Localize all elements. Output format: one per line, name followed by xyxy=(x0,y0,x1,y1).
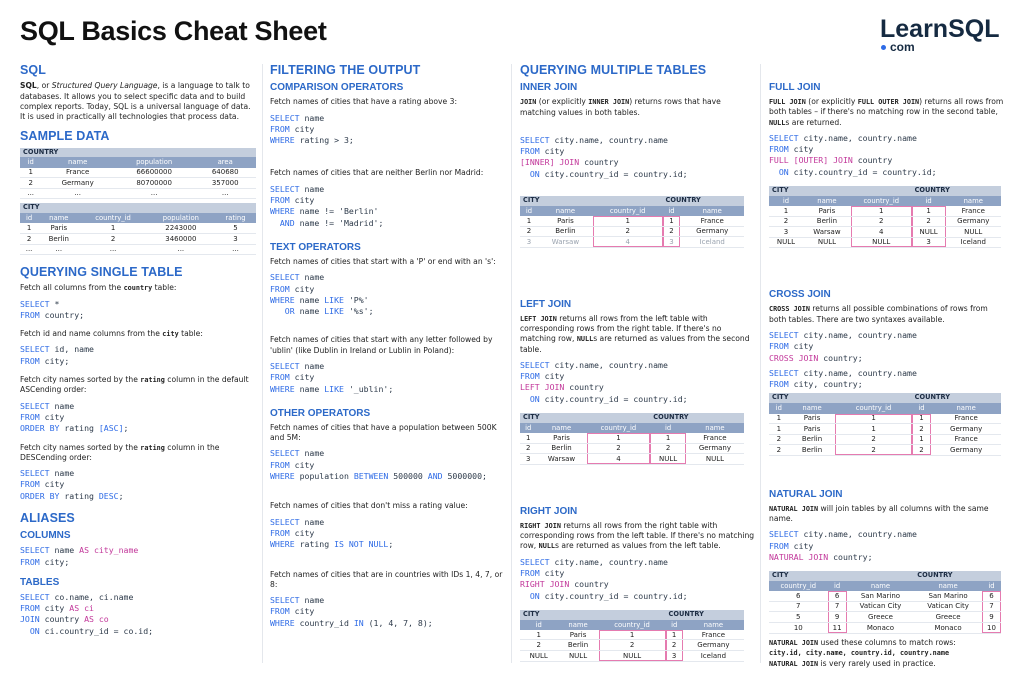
table-cell: 3460000 xyxy=(147,233,215,244)
table-label-row xyxy=(769,571,1001,581)
tables-subheading: TABLES xyxy=(20,576,60,588)
table-row xyxy=(769,414,1001,424)
table-cell: 3 xyxy=(769,227,803,238)
table-row xyxy=(769,612,1001,623)
code-snippet: SELECT name FROM city WHERE name LIKE 'P%' OR name LIKE '%s'; xyxy=(270,272,374,317)
table-cell: Greece xyxy=(914,612,982,623)
table-name-label: CITY xyxy=(769,571,914,581)
table-cell: 2 xyxy=(769,216,803,227)
table-cell: 3 xyxy=(666,651,683,662)
table-cell: 9 xyxy=(828,612,847,623)
sample-city-table: CITY id name country_id population rating 1 Paris 1 2243000 5 2 Berlin 2 3460000 3 ... ... ... ... ... xyxy=(20,203,256,255)
table-row xyxy=(769,434,1001,445)
table-row xyxy=(769,591,1001,601)
table-header-row xyxy=(769,403,1001,413)
column-multiple-tables xyxy=(520,62,756,673)
table-cell: NULL xyxy=(686,454,744,465)
table-cell: 2 xyxy=(769,445,789,456)
table-name-label: COUNTRY xyxy=(914,571,1001,581)
table-row xyxy=(769,601,1001,612)
natural-join-subheading: NATURAL JOIN xyxy=(769,488,843,500)
code-snippet: SELECT city.name, country.name FROM city NATURAL JOIN country; xyxy=(769,529,917,562)
table-name-label: CITY xyxy=(769,186,912,196)
table-cell: 2 xyxy=(835,445,911,456)
column-header: name xyxy=(931,403,1001,413)
table-cell: 1 xyxy=(835,424,911,435)
table-cell: 6 xyxy=(769,591,828,601)
table-row xyxy=(20,188,256,199)
column-header: country_id xyxy=(593,206,663,216)
table-label-row xyxy=(520,413,744,423)
column-header: population xyxy=(114,157,194,167)
table-cell: ... xyxy=(194,188,256,199)
table-name-label: CITY xyxy=(520,610,666,620)
table-cell: 6 xyxy=(828,591,847,601)
column-header: name xyxy=(789,403,836,413)
table-name-label: COUNTRY xyxy=(912,186,1001,196)
column-divider xyxy=(760,64,761,663)
section-querying-multiple-tables-heading: QUERYING MULTIPLE TABLES xyxy=(520,63,707,77)
table-cell: 11 xyxy=(828,623,847,634)
table-cell: 7 xyxy=(982,601,1001,612)
column-header: id xyxy=(20,213,38,223)
table-cell: NULL xyxy=(557,651,598,662)
column-header: name xyxy=(803,196,851,206)
table-cell: Berlin xyxy=(789,445,836,456)
table-row xyxy=(769,216,1001,227)
table-row xyxy=(520,454,744,465)
table-cell: Paris xyxy=(803,206,851,216)
code-snippet: SELECT name FROM city WHERE country_id IN (1, 4, 7, 8); xyxy=(270,595,433,628)
table-cell: Vatican City xyxy=(914,601,982,612)
table-cell: Warsaw xyxy=(538,237,593,248)
column-header: country_id xyxy=(79,213,146,223)
table-cell: 3 xyxy=(520,454,536,465)
table-cell: 2 xyxy=(20,233,38,244)
table-name-label: COUNTRY xyxy=(666,610,744,620)
table-cell: 1 xyxy=(835,414,911,424)
table-cell: 6 xyxy=(982,591,1001,601)
table-row xyxy=(520,640,744,651)
other-operators-subheading: OTHER OPERATORS xyxy=(270,407,371,419)
column-header: id xyxy=(663,206,681,216)
column-header: population xyxy=(147,213,215,223)
column-header: name xyxy=(683,620,744,630)
column-header: country_id xyxy=(835,403,911,413)
right-join-description: RIGHT JOIN returns all rows from the right table with corresponding rows from the left table. If there's no matching row, NULLs are returned as values from the left table. xyxy=(520,520,755,551)
code-snippet: SELECT name FROM city ORDER BY rating [ASC]; xyxy=(20,400,129,434)
table-cell: Berlin xyxy=(803,216,851,227)
column-header: id xyxy=(769,403,789,413)
table-cell: Paris xyxy=(536,433,586,443)
column-header: id xyxy=(520,620,557,630)
table-cell: 3 xyxy=(215,233,256,244)
table-cell: 1 xyxy=(650,433,686,443)
table-cell: Vatican City xyxy=(847,601,915,612)
code-snippet: SELECT city.name, country.name FROM city RIGHT JOIN country ON city.country_id = country.id; xyxy=(520,556,688,601)
table-cell: 2 xyxy=(912,445,932,456)
table-cell: 1 xyxy=(593,216,663,226)
full-join-description: FULL JOIN (or explicitly FULL OUTER JOIN) returns all rows from both tables – if there's no matching row in the second table, NULLs are returned. xyxy=(769,97,1004,127)
table-cell: Paris xyxy=(38,223,79,233)
table-cell: NULL xyxy=(650,454,686,465)
table-cell: 1 xyxy=(769,424,789,435)
left-join-result-table xyxy=(520,413,744,465)
table-cell: San Marino xyxy=(847,591,915,601)
table-cell: NULL xyxy=(912,227,946,238)
table-cell: 80700000 xyxy=(114,178,194,189)
table-label-row xyxy=(520,196,744,206)
column-header: name xyxy=(38,213,79,223)
text-operators-subheading: TEXT OPERATORS xyxy=(270,241,361,253)
table-cell: Monaco xyxy=(914,623,982,634)
column-header: name xyxy=(557,620,598,630)
table-cell: 2 xyxy=(587,443,651,454)
table-row xyxy=(20,244,256,255)
cross-join-result-table xyxy=(769,393,1001,455)
table-row xyxy=(20,178,256,189)
code-snippet: SELECT co.name, ci.name FROM city AS ci JOIN country AS co ON ci.country_id = co.id; xyxy=(20,591,154,636)
table-cell: Germany xyxy=(683,640,744,651)
table-cell: NULL xyxy=(599,651,666,662)
column-header: id xyxy=(912,403,932,413)
table-cell: France xyxy=(41,168,114,178)
natural-join-description: NATURAL JOIN will join tables by all columns with the same name. xyxy=(769,503,989,524)
column-header: country_id xyxy=(587,423,651,433)
table-cell: 1 xyxy=(912,434,932,445)
section-filtering-heading: FILTERING THE OUTPUT xyxy=(270,63,421,77)
code-snippet: SELECT city.name, country.name FROM city LEFT JOIN country ON city.country_id = country.id; xyxy=(520,359,688,404)
column-filtering xyxy=(270,62,506,673)
table-name-label: CITY xyxy=(520,196,663,206)
query-description: Fetch id and name columns from the city table: xyxy=(20,329,203,339)
code-snippet: SELECT name FROM city WHERE rating IS NOT NULL; xyxy=(270,516,394,550)
table-cell: Germany xyxy=(931,445,1001,456)
table-cell: 1 xyxy=(769,206,803,216)
column-basics xyxy=(20,62,256,673)
table-cell: 1 xyxy=(599,630,666,640)
table-cell: 2 xyxy=(79,233,146,244)
table-cell: France xyxy=(946,206,1001,216)
table-cell: 5 xyxy=(215,223,256,233)
table-cell: ... xyxy=(147,244,215,255)
code-snippet: SELECT name FROM city ORDER BY rating DESC; xyxy=(20,468,124,501)
natural-join-result-table xyxy=(769,571,1001,633)
column-header: id xyxy=(828,581,847,591)
column-header: id xyxy=(769,196,803,206)
table-cell: ... xyxy=(114,188,194,199)
table-cell: 2 xyxy=(650,443,686,454)
table-cell: Iceland xyxy=(946,237,1001,248)
table-cell: 2 xyxy=(520,443,536,454)
code-snippet: SELECT city.name, country.name FROM city FULL [OUTER] JOIN country ON city.country_id = country.id; xyxy=(769,132,937,177)
table-cell: ... xyxy=(20,244,38,255)
column-header: name xyxy=(686,423,744,433)
column-joins xyxy=(769,62,1005,673)
table-header-row xyxy=(520,423,744,433)
column-header: name xyxy=(914,581,982,591)
table-row xyxy=(520,443,744,454)
table-cell: 1 xyxy=(769,414,789,424)
table-cell: France xyxy=(683,630,744,640)
table-cell: 2 xyxy=(520,226,538,237)
code-snippet: SELECT city.name, country.name FROM city, country; xyxy=(769,367,917,390)
table-row xyxy=(520,433,744,443)
table-row xyxy=(20,223,256,233)
inner-join-subheading: INNER JOIN xyxy=(520,82,578,94)
table-cell: 10 xyxy=(769,623,828,634)
table-cell: 1 xyxy=(587,433,651,443)
inner-join-description: JOIN (or explicitly INNER JOIN) returns rows that have matching values in both tables. xyxy=(520,97,721,117)
table-cell: 1 xyxy=(520,216,538,226)
column-header: id xyxy=(20,157,41,167)
table-cell: 1 xyxy=(79,223,146,233)
table-header-row xyxy=(520,620,744,630)
column-divider xyxy=(511,64,512,663)
page-title: SQL Basics Cheat Sheet xyxy=(20,16,327,46)
table-cell: NULL xyxy=(769,237,803,248)
query-description: Fetch names of cities that have a rating above 3: xyxy=(270,97,458,107)
table-cell: 4 xyxy=(851,227,912,238)
table-cell: NULL xyxy=(851,237,912,248)
inner-join-result-table xyxy=(520,196,744,248)
table-cell: 1 xyxy=(520,630,557,640)
column-divider xyxy=(262,64,263,663)
table-cell: Iceland xyxy=(683,651,744,662)
full-join-subheading: FULL JOIN xyxy=(769,82,821,93)
code-snippet: SELECT city.name, country.name FROM city CROSS JOIN country; xyxy=(769,329,917,363)
table-row xyxy=(20,168,256,178)
section-aliases-heading: ALIASES xyxy=(20,510,75,525)
column-header: id xyxy=(912,196,946,206)
table-header-row xyxy=(769,581,1001,591)
table-cell: 1 xyxy=(912,206,946,216)
right-join-subheading: RIGHT JOIN xyxy=(520,505,578,517)
code-snippet: SELECT name FROM city WHERE rating > 3; xyxy=(270,112,354,146)
left-join-subheading: LEFT JOIN xyxy=(520,298,572,310)
table-cell: 1 xyxy=(912,414,932,424)
query-description: Fetch all columns from the country table: xyxy=(20,283,177,293)
table-cell: ... xyxy=(41,188,114,199)
table-cell: Berlin xyxy=(536,443,586,454)
table-cell: 2 xyxy=(666,640,683,651)
column-header: id xyxy=(666,620,683,630)
full-join-result-table xyxy=(769,186,1001,248)
table-row xyxy=(769,237,1001,248)
table-header-row xyxy=(769,196,1001,206)
column-header: area xyxy=(194,157,256,167)
cross-join-description: CROSS JOIN returns all possible combinations of rows from both tables. There are two syntaxes available. xyxy=(769,304,988,324)
sql-description: SQL, or Structured Query Language, is a language to talk to databases. It allows you to select specific data and to build complex reports. Today, SQL is a universal language of data. It is used in practically all technologies that process data. xyxy=(20,81,251,121)
table-cell: 4 xyxy=(593,237,663,248)
logo-dot-icon xyxy=(881,45,886,50)
column-header: name xyxy=(680,206,744,216)
natural-join-note: NATURAL JOIN used these columns to match rows: city.id, city.name, country.id, country.name xyxy=(769,637,956,657)
table-cell: 2 xyxy=(593,226,663,237)
table-cell: 1 xyxy=(520,433,536,443)
table-cell: 2 xyxy=(851,216,912,227)
table-label-row xyxy=(769,186,1001,196)
table-cell: Berlin xyxy=(38,233,79,244)
column-header: id xyxy=(982,581,1001,591)
code-snippet: SELECT id, name FROM city; xyxy=(20,344,94,366)
table-cell: 66600000 xyxy=(114,168,194,178)
table-cell: 640680 xyxy=(194,168,256,178)
table-cell: ... xyxy=(20,188,41,199)
code-snippet: SELECT * FROM country; xyxy=(20,298,85,320)
table-row xyxy=(520,651,744,662)
table-header-row xyxy=(520,206,744,216)
query-description: Fetch names of cities that start with any letter followed by 'ublin' (like Dublin in Ireland or Lublin in Poland): xyxy=(270,335,493,355)
column-header: id xyxy=(650,423,686,433)
table-label-row xyxy=(520,610,744,620)
table-cell: ... xyxy=(215,244,256,255)
table-row xyxy=(520,226,744,237)
table-cell: 3 xyxy=(663,237,681,248)
table-cell: 10 xyxy=(982,623,1001,634)
section-sql-heading: SQL xyxy=(20,63,46,77)
table-cell: 2 xyxy=(663,226,681,237)
table-cell: Iceland xyxy=(680,237,744,248)
column-header: id xyxy=(520,423,536,433)
column-header: name xyxy=(41,157,114,167)
code-snippet: SELECT name FROM city WHERE population BETWEEN 500000 AND 5000000; xyxy=(270,448,487,481)
query-description: Fetch city names sorted by the rating column in the DESCending order: xyxy=(20,442,220,462)
table-cell: 2243000 xyxy=(147,223,215,233)
table-cell: ... xyxy=(38,244,79,255)
table-row xyxy=(769,206,1001,216)
column-header: country_id xyxy=(851,196,912,206)
table-cell: 1 xyxy=(666,630,683,640)
table-cell: Germany xyxy=(680,226,744,237)
table-cell: Germany xyxy=(931,424,1001,435)
columns-subheading: COLUMNS xyxy=(20,530,71,542)
section-sample-data-heading: SAMPLE DATA xyxy=(20,129,110,144)
table-cell: 9 xyxy=(982,612,1001,623)
code-snippet: SELECT city.name, country.name FROM city [INNER] JOIN country ON city.country_id = country.id; xyxy=(520,134,688,179)
query-description: Fetch names of cities that are neither Berlin nor Madrid: xyxy=(270,168,484,178)
code-snippet: SELECT name FROM city WHERE name != 'Berlin' AND name != 'Madrid'; xyxy=(270,183,384,228)
table-cell: Berlin xyxy=(557,640,598,651)
table-cell: Germany xyxy=(686,443,744,454)
table-cell: 1 xyxy=(663,216,681,226)
table-row xyxy=(520,216,744,226)
table-cell: France xyxy=(931,434,1001,445)
table-cell: 2 xyxy=(835,434,911,445)
table-row xyxy=(769,623,1001,634)
table-cell: 1 xyxy=(20,223,38,233)
query-description: Fetch names of cities that don't miss a rating value: xyxy=(270,501,468,511)
table-cell: 4 xyxy=(587,454,651,465)
table-cell: NULL xyxy=(520,651,557,662)
column-header: country_id xyxy=(769,581,828,591)
table-name-label: COUNTRY xyxy=(650,413,744,423)
table-name-label: CITY xyxy=(769,393,912,403)
query-description: Fetch names of cities that are in countries with IDs 1, 4, 7, or 8: xyxy=(270,569,503,589)
table-cell: 1 xyxy=(851,206,912,216)
table-cell: Paris xyxy=(789,424,836,435)
table-name-label: COUNTRY xyxy=(663,196,745,206)
column-header: name xyxy=(538,206,593,216)
table-cell: 5 xyxy=(769,612,828,623)
table-cell: 2 xyxy=(912,216,946,227)
column-header: name xyxy=(946,196,1001,206)
table-name-label: CITY xyxy=(520,413,650,423)
column-header: name xyxy=(847,581,915,591)
table-cell: 357000 xyxy=(194,178,256,189)
table-cell: 2 xyxy=(520,640,557,651)
table-cell: Berlin xyxy=(789,434,836,445)
query-description: Fetch names of cities that start with a 'P' or end with an 's': xyxy=(270,256,496,266)
section-querying-single-table-heading: QUERYING SINGLE TABLE xyxy=(20,265,183,280)
code-snippet: SELECT name AS city_name FROM city; xyxy=(20,545,139,567)
table-cell: Warsaw xyxy=(803,227,851,238)
table-row xyxy=(520,237,744,248)
query-description: Fetch city names sorted by the rating column in the default ASCending order: xyxy=(20,375,249,395)
table-cell: NULL xyxy=(946,227,1001,238)
sample-country-table: COUNTRY id name population area 1 France 66600000 640680 2 Germany 80700000 357000 ... ... ... ... xyxy=(20,148,256,200)
table-row xyxy=(520,630,744,640)
table-cell: 2 xyxy=(599,640,666,651)
table-cell: Paris xyxy=(538,216,593,226)
table-cell: Paris xyxy=(557,630,598,640)
brand-logo: LearnSQL xyxy=(880,15,1000,43)
table-cell: Greece xyxy=(847,612,915,623)
table-cell: 7 xyxy=(828,601,847,612)
table-cell: 7 xyxy=(769,601,828,612)
table-row xyxy=(769,227,1001,238)
table-cell: Germany xyxy=(41,178,114,189)
table-name-label: COUNTRY xyxy=(912,393,1001,403)
table-cell: 2 xyxy=(769,434,789,445)
column-header: rating xyxy=(215,213,256,223)
table-cell: Warsaw xyxy=(536,454,586,465)
brand-logo-sub: com xyxy=(881,40,915,56)
left-join-description: LEFT JOIN returns all rows from the left table with corresponding rows from the right table. If there's no matching row, NULLs are returned as values from the second table. xyxy=(520,313,750,354)
table-row xyxy=(20,233,256,244)
table-cell: France xyxy=(686,433,744,443)
table-cell: 2 xyxy=(20,178,41,189)
table-cell: San Marino xyxy=(914,591,982,601)
comparison-operators-subheading: COMPARISON OPERATORS xyxy=(270,82,404,94)
table-cell: NULL xyxy=(803,237,851,248)
table-row xyxy=(769,445,1001,456)
table-cell: 3 xyxy=(520,237,538,248)
code-snippet: SELECT name FROM city WHERE name LIKE '_ublin'; xyxy=(270,360,394,394)
table-cell: Germany xyxy=(946,216,1001,227)
cross-join-subheading: CROSS JOIN xyxy=(769,289,831,301)
table-cell: Paris xyxy=(789,414,836,424)
table-cell: Monaco xyxy=(847,623,915,634)
table-cell: 1 xyxy=(20,168,41,178)
table-cell: France xyxy=(680,216,744,226)
table-cell: ... xyxy=(79,244,146,255)
column-header: country_id xyxy=(599,620,666,630)
table-cell: Berlin xyxy=(538,226,593,237)
table-row xyxy=(769,424,1001,435)
column-header: name xyxy=(536,423,586,433)
table-label-row xyxy=(769,393,1001,403)
table-cell: 2 xyxy=(912,424,932,435)
right-join-result-table xyxy=(520,610,744,662)
natural-join-note: NATURAL JOIN is very rarely used in practice. xyxy=(769,659,936,669)
query-description: Fetch names of cities that have a population between 500K and 5M: xyxy=(270,422,497,443)
table-cell: France xyxy=(931,414,1001,424)
column-header: id xyxy=(520,206,538,216)
table-cell: 3 xyxy=(912,237,946,248)
